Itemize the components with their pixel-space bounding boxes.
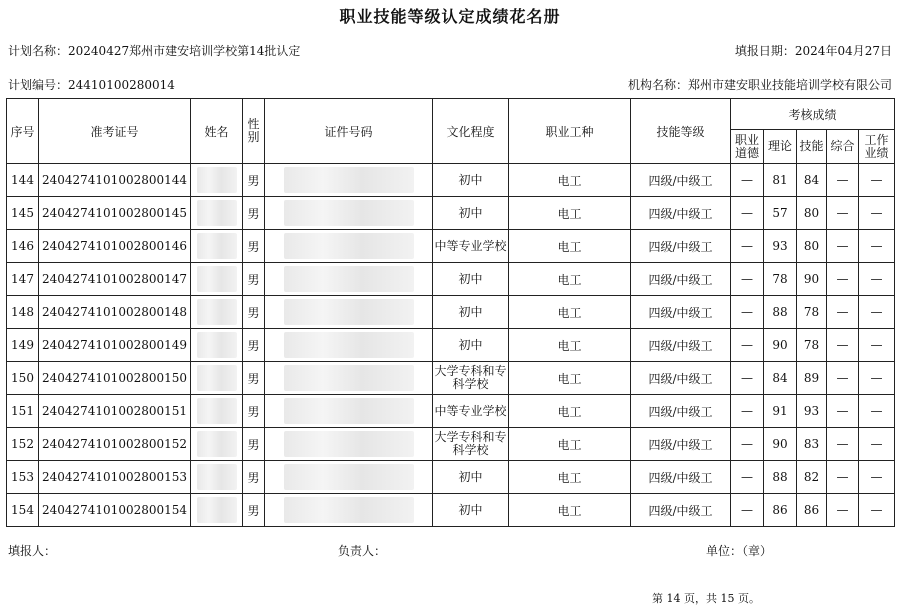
cell-id-no	[265, 362, 433, 395]
cell-seq: 148	[7, 296, 39, 329]
col-work: 工作业绩	[859, 130, 895, 164]
col-gender: 性别	[243, 99, 265, 164]
cell-seq: 144	[7, 164, 39, 197]
cell-skill: 86	[797, 494, 827, 527]
cell-education: 中等专业学校	[433, 395, 509, 428]
cell-overall: —	[827, 164, 859, 197]
redacted-name	[197, 167, 237, 193]
cell-level: 四级/中级工	[631, 494, 731, 527]
cell-job: 电工	[509, 230, 631, 263]
col-ethics: 职业道德	[731, 130, 764, 164]
cell-gender: 男	[243, 395, 265, 428]
cell-job: 电工	[509, 296, 631, 329]
redacted-id	[284, 332, 414, 358]
cell-exam-no: 2404274101002800153	[39, 461, 191, 494]
footer-unit: 单位：（章）	[706, 544, 773, 558]
cell-exam-no: 2404274101002800145	[39, 197, 191, 230]
cell-ethics: —	[731, 362, 764, 395]
cell-ethics: —	[731, 494, 764, 527]
cell-skill: 93	[797, 395, 827, 428]
redacted-id	[284, 299, 414, 325]
cell-level: 四级/中级工	[631, 428, 731, 461]
cell-seq: 153	[7, 461, 39, 494]
cell-theory: 90	[764, 428, 797, 461]
table-row	[7, 494, 895, 527]
col-name: 姓名	[191, 99, 243, 164]
cell-theory: 57	[764, 197, 797, 230]
cell-name	[191, 296, 243, 329]
cell-ethics: —	[731, 296, 764, 329]
plan-name-value: 20240427郑州市建安培训学校第14批认定	[68, 44, 301, 58]
cell-theory: 91	[764, 395, 797, 428]
cell-education: 初中	[433, 164, 509, 197]
cell-name	[191, 362, 243, 395]
cell-exam-no: 2404274101002800151	[39, 395, 191, 428]
redacted-id	[284, 464, 414, 490]
cell-gender: 男	[243, 329, 265, 362]
cell-ethics: —	[731, 263, 764, 296]
cell-seq: 150	[7, 362, 39, 395]
cell-overall: —	[827, 494, 859, 527]
cell-education: 初中	[433, 263, 509, 296]
cell-overall: —	[827, 362, 859, 395]
organization	[628, 76, 892, 93]
cell-overall: —	[827, 395, 859, 428]
cell-work: —	[859, 461, 895, 494]
redacted-id	[284, 200, 414, 226]
redacted-name	[197, 365, 237, 391]
cell-theory: 90	[764, 329, 797, 362]
fill-date-label: 填报日期：	[734, 44, 795, 58]
score-roster-table	[6, 98, 895, 527]
cell-seq: 145	[7, 197, 39, 230]
cell-skill: 80	[797, 197, 827, 230]
cell-job: 电工	[509, 329, 631, 362]
cell-education: 初中	[433, 296, 509, 329]
cell-exam-no: 2404274101002800146	[39, 230, 191, 263]
cell-ethics: —	[731, 329, 764, 362]
cell-level: 四级/中级工	[631, 230, 731, 263]
page-title: 职业技能等级认定成绩花名册	[339, 7, 561, 26]
cell-id-no	[265, 395, 433, 428]
cell-level: 四级/中级工	[631, 395, 731, 428]
redacted-id	[284, 365, 414, 391]
cell-job: 电工	[509, 461, 631, 494]
redacted-name	[197, 233, 237, 259]
cell-name	[191, 230, 243, 263]
cell-education: 初中	[433, 329, 509, 362]
table-row	[7, 230, 895, 263]
cell-level: 四级/中级工	[631, 362, 731, 395]
cell-skill: 90	[797, 263, 827, 296]
cell-work: —	[859, 197, 895, 230]
cell-overall: —	[827, 230, 859, 263]
cell-skill: 78	[797, 296, 827, 329]
redacted-name	[197, 332, 237, 358]
col-job: 职业工种	[509, 99, 631, 164]
cell-seq: 147	[7, 263, 39, 296]
cell-id-no	[265, 296, 433, 329]
cell-skill: 78	[797, 329, 827, 362]
cell-job: 电工	[509, 362, 631, 395]
cell-name	[191, 329, 243, 362]
cell-job: 电工	[509, 197, 631, 230]
cell-theory: 86	[764, 494, 797, 527]
cell-ethics: —	[731, 461, 764, 494]
plan-name-label: 计划名称：	[8, 44, 69, 58]
redacted-name	[197, 497, 237, 523]
redacted-id	[284, 497, 414, 523]
plan-number-value: 24410100280014	[68, 78, 175, 92]
cell-job: 电工	[509, 164, 631, 197]
plan-name	[8, 42, 300, 59]
cell-seq: 154	[7, 494, 39, 527]
page-number: 第 14 页，共 15 页。	[652, 592, 760, 605]
fill-date	[735, 42, 892, 59]
cell-overall: —	[827, 461, 859, 494]
cell-ethics: —	[731, 395, 764, 428]
cell-theory: 88	[764, 461, 797, 494]
cell-education: 初中	[433, 197, 509, 230]
cell-level: 四级/中级工	[631, 461, 731, 494]
cell-gender: 男	[243, 428, 265, 461]
cell-id-no	[265, 428, 433, 461]
cell-name	[191, 263, 243, 296]
table-row	[7, 362, 895, 395]
cell-id-no	[265, 230, 433, 263]
cell-ethics: —	[731, 197, 764, 230]
cell-work: —	[859, 296, 895, 329]
col-seq: 序号	[7, 99, 39, 164]
col-scores: 考核成绩	[731, 99, 895, 130]
cell-gender: 男	[243, 164, 265, 197]
plan-number	[8, 76, 175, 93]
cell-gender: 男	[243, 461, 265, 494]
cell-education: 初中	[433, 494, 509, 527]
cell-skill: 83	[797, 428, 827, 461]
redacted-name	[197, 431, 237, 457]
cell-exam-no: 2404274101002800144	[39, 164, 191, 197]
cell-work: —	[859, 428, 895, 461]
table-row	[7, 428, 895, 461]
cell-overall: —	[827, 263, 859, 296]
col-theory: 理论	[764, 130, 797, 164]
cell-education: 大学专科和专科学校	[433, 362, 509, 395]
table-row	[7, 461, 895, 494]
cell-exam-no: 2404274101002800150	[39, 362, 191, 395]
table-row	[7, 395, 895, 428]
cell-job: 电工	[509, 395, 631, 428]
cell-job: 电工	[509, 428, 631, 461]
cell-work: —	[859, 230, 895, 263]
cell-name	[191, 164, 243, 197]
cell-exam-no: 2404274101002800154	[39, 494, 191, 527]
redacted-name	[197, 464, 237, 490]
cell-overall: —	[827, 197, 859, 230]
cell-exam-no: 2404274101002800148	[39, 296, 191, 329]
cell-exam-no: 2404274101002800152	[39, 428, 191, 461]
cell-gender: 男	[243, 263, 265, 296]
col-education: 文化程度	[433, 99, 509, 164]
cell-overall: —	[827, 296, 859, 329]
cell-skill: 82	[797, 461, 827, 494]
cell-gender: 男	[243, 494, 265, 527]
cell-id-no	[265, 461, 433, 494]
cell-theory: 78	[764, 263, 797, 296]
cell-level: 四级/中级工	[631, 329, 731, 362]
cell-level: 四级/中级工	[631, 197, 731, 230]
cell-education: 大学专科和专科学校	[433, 428, 509, 461]
table-row	[7, 164, 895, 197]
cell-theory: 88	[764, 296, 797, 329]
cell-work: —	[859, 164, 895, 197]
cell-name	[191, 494, 243, 527]
cell-gender: 男	[243, 230, 265, 263]
cell-level: 四级/中级工	[631, 263, 731, 296]
plan-number-label: 计划编号：	[8, 78, 69, 92]
cell-seq: 146	[7, 230, 39, 263]
cell-id-no	[265, 164, 433, 197]
cell-seq: 149	[7, 329, 39, 362]
redacted-id	[284, 167, 414, 193]
cell-overall: —	[827, 329, 859, 362]
col-level: 技能等级	[631, 99, 731, 164]
cell-ethics: —	[731, 230, 764, 263]
cell-seq: 152	[7, 428, 39, 461]
organization-label: 机构名称：	[627, 78, 688, 92]
col-skill: 技能	[797, 130, 827, 164]
cell-skill: 89	[797, 362, 827, 395]
col-overall: 综合	[827, 130, 859, 164]
cell-id-no	[265, 197, 433, 230]
cell-name	[191, 428, 243, 461]
cell-work: —	[859, 329, 895, 362]
cell-theory: 93	[764, 230, 797, 263]
redacted-name	[197, 266, 237, 292]
cell-overall: —	[827, 428, 859, 461]
cell-education: 中等专业学校	[433, 230, 509, 263]
table-row	[7, 263, 895, 296]
cell-work: —	[859, 395, 895, 428]
footer-responsible: 负责人：	[338, 544, 387, 558]
redacted-id	[284, 233, 414, 259]
redacted-name	[197, 200, 237, 226]
col-id-no: 证件号码	[265, 99, 433, 164]
cell-job: 电工	[509, 263, 631, 296]
cell-name	[191, 395, 243, 428]
cell-level: 四级/中级工	[631, 164, 731, 197]
redacted-id	[284, 431, 414, 457]
table-row	[7, 296, 895, 329]
table-body	[7, 164, 895, 527]
cell-skill: 80	[797, 230, 827, 263]
redacted-name	[197, 398, 237, 424]
cell-exam-no: 2404274101002800149	[39, 329, 191, 362]
redacted-id	[284, 266, 414, 292]
cell-work: —	[859, 362, 895, 395]
cell-skill: 84	[797, 164, 827, 197]
cell-name	[191, 461, 243, 494]
cell-gender: 男	[243, 362, 265, 395]
cell-name	[191, 197, 243, 230]
cell-id-no	[265, 494, 433, 527]
col-exam-no: 准考证号	[39, 99, 191, 164]
redacted-id	[284, 398, 414, 424]
cell-work: —	[859, 263, 895, 296]
cell-ethics: —	[731, 164, 764, 197]
cell-job: 电工	[509, 494, 631, 527]
redacted-name	[197, 299, 237, 325]
organization-value: 郑州市建安职业技能培训学校有限公司	[687, 78, 892, 92]
footer-filler: 填报人：	[8, 544, 57, 558]
cell-exam-no: 2404274101002800147	[39, 263, 191, 296]
cell-gender: 男	[243, 296, 265, 329]
cell-work: —	[859, 494, 895, 527]
cell-id-no	[265, 263, 433, 296]
cell-ethics: —	[731, 428, 764, 461]
cell-gender: 男	[243, 197, 265, 230]
cell-theory: 81	[764, 164, 797, 197]
cell-seq: 151	[7, 395, 39, 428]
table-row	[7, 197, 895, 230]
fill-date-value: 2024年04月27日	[794, 44, 892, 58]
cell-id-no	[265, 329, 433, 362]
cell-level: 四级/中级工	[631, 296, 731, 329]
cell-theory: 84	[764, 362, 797, 395]
table-row	[7, 329, 895, 362]
cell-education: 初中	[433, 461, 509, 494]
